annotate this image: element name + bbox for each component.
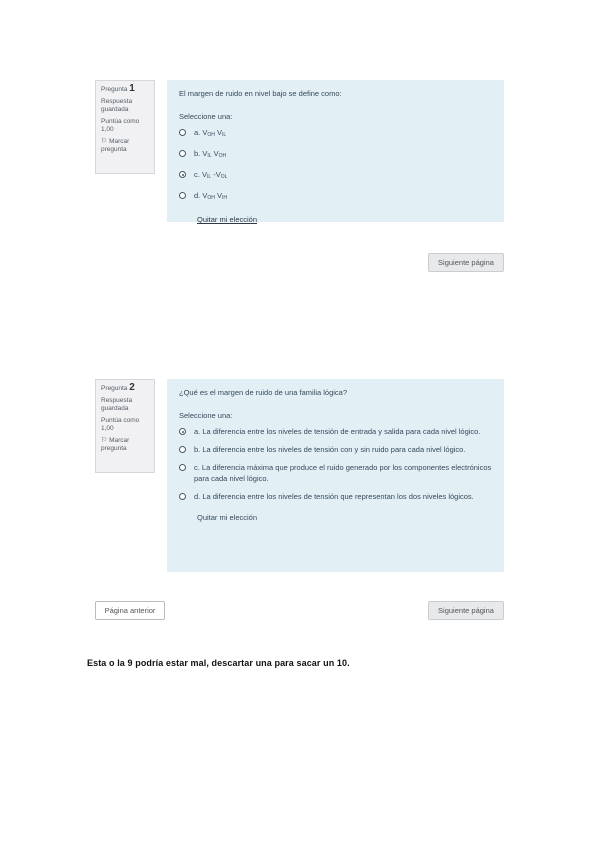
next-page-button[interactable]: Siguiente página	[428, 253, 504, 272]
question-content-2	[167, 379, 504, 572]
radio-button[interactable]	[179, 150, 186, 157]
option-label: a. La diferencia entre los niveles de tensión de entrada y salida para cada nivel lógico.	[194, 427, 481, 436]
flag-question-link[interactable]: ⚐ Marcar pregunta	[101, 138, 130, 153]
radio-button[interactable]	[179, 464, 186, 471]
radio-button[interactable]	[179, 493, 186, 500]
previous-page-button[interactable]: Página anterior	[95, 601, 165, 620]
question-text: El margen de ruido en nivel bajo se define como:	[179, 89, 342, 98]
option-label: b. La diferencia entre los niveles de tensión con y sin ruido para cada nivel lógico.	[194, 445, 466, 454]
handwritten-note: Esta o la 9 podría estar mal, descartar una para sacar un 10.	[87, 658, 350, 668]
radio-button[interactable]	[179, 428, 186, 435]
radio-button[interactable]	[179, 171, 186, 178]
answer-option[interactable]	[179, 169, 492, 183]
question-info-1	[95, 80, 155, 174]
question-status: Respuesta guardada	[101, 98, 133, 113]
answer-option[interactable]	[179, 462, 492, 484]
option-label: a. $V_{OH}$ $V_{IL}$	[194, 128, 227, 138]
clear-choice-link[interactable]: Quitar mi elección	[197, 215, 258, 224]
flag-icon: ⚐	[101, 437, 108, 444]
question-content-1	[167, 80, 504, 222]
question-text: ¿Qué es el margen de ruido de una familia lógica?	[179, 388, 348, 397]
answer-option[interactable]	[179, 444, 492, 455]
option-label: c. La diferencia máxima que produce el ruido generado por los componentes electrónicos para cada nivel lógico.	[194, 463, 492, 483]
question-score: Puntúa como 1,00	[101, 417, 140, 432]
question-score: Puntúa como 1,00	[101, 118, 140, 133]
select-one-prompt: Seleccione una:	[179, 112, 233, 121]
flag-icon: ⚐	[101, 138, 108, 145]
option-label: d. La diferencia entre los niveles de tensión que representan los dos niveles lógicos.	[194, 492, 474, 501]
question-info-2	[95, 379, 155, 473]
question-number: Pregunta 2	[101, 382, 135, 393]
answer-option[interactable]	[179, 148, 492, 162]
question-status: Respuesta guardada	[101, 397, 133, 412]
radio-button[interactable]	[179, 129, 186, 136]
flag-question-link[interactable]: ⚐ Marcar pregunta	[101, 437, 130, 452]
option-label: d. $V_{OH}$ $V_{IH}$	[194, 191, 227, 201]
question-number: Pregunta 1	[101, 83, 135, 94]
radio-button[interactable]	[179, 446, 186, 453]
radio-button[interactable]	[179, 192, 186, 199]
answer-option[interactable]	[179, 426, 492, 437]
answer-option[interactable]	[179, 190, 492, 204]
option-label: c. $V_{IL}$ $-V_{OL}$	[194, 170, 228, 180]
answer-option[interactable]	[179, 491, 492, 502]
next-page-button[interactable]: Siguiente página	[428, 601, 504, 620]
answer-option[interactable]	[179, 127, 492, 141]
option-label: b. $V_{IL}$ $V_{OH}$	[194, 149, 227, 159]
select-one-prompt: Seleccione una:	[179, 411, 233, 420]
clear-choice-link[interactable]: Quitar mi elección	[197, 513, 258, 522]
